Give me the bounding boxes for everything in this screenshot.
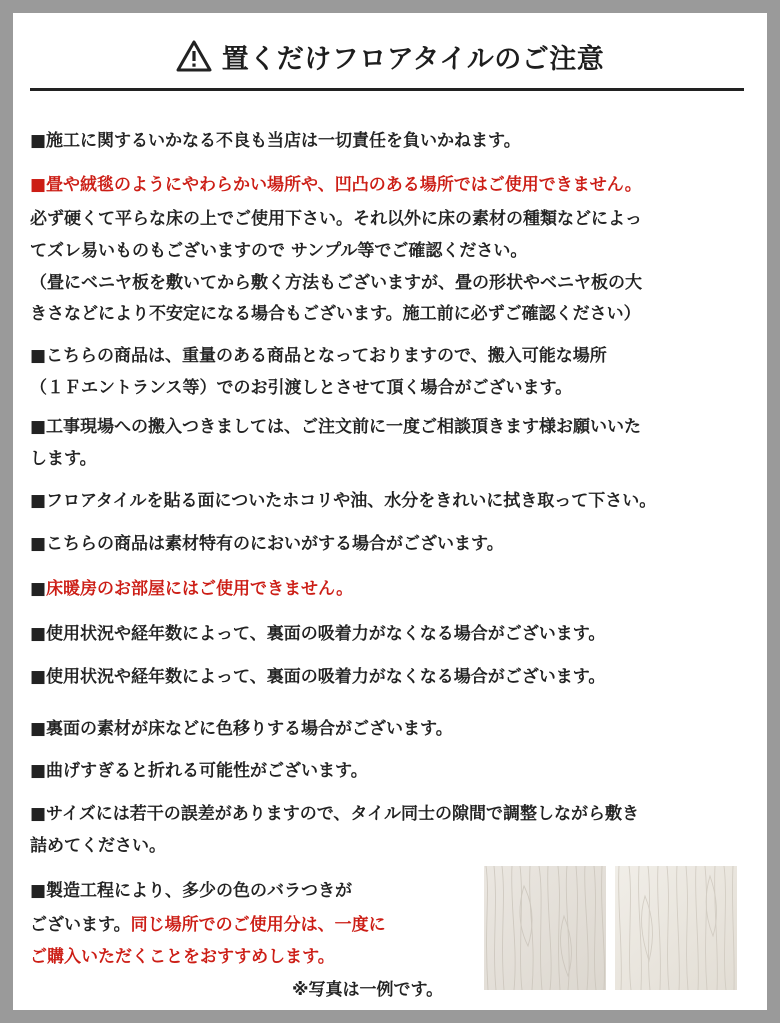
notice-item-13-line-2 [30,911,386,939]
notice-item-9: ■使用状況や経年数によって、裏面の吸着力がなくなる場合がございます。 [30,667,606,687]
wood-sample-photo-2 [615,866,737,990]
notice-item-13-line-3: ご購入いただくことをおすすめします。 [30,947,335,967]
notice-item-2-line-2: 必ず硬くて平らな床の上でご使用下さい。それ以外に床の素材の種類などによっ [30,209,642,229]
notice-item-4-line-2: します。 [30,449,97,469]
notice-item-4-line-1: ■工事現場への搬入つきましては、ご注文前に一度ご相談頂きます様お願いいた [30,417,642,437]
notice-item-5: ■フロアタイルを貼る面についたホコリや油、水分をきれいに拭き取って下さい。 [30,491,657,511]
page-header [13,31,767,81]
notice-item-8: ■使用状況や経年数によって、裏面の吸着力がなくなる場合がございます。 [30,624,606,644]
notice-item-2-line-1: ■畳や絨毯のようにやわらかい場所や、凹凸のある場所ではご使用できません。 [30,175,642,195]
notice-item-13-line-1: ■製造工程により、多少の色のバラつきが [30,881,353,901]
notice-item-13-line-2-red: 同じ場所でのご使用分は、一度に [130,915,386,935]
notice-item-11: ■曲げすぎると折れる可能性がございます。 [30,761,368,781]
warning-triangle-icon [176,40,212,72]
notice-item-13-line-2-text: ございます。 [30,915,131,935]
notice-item-7 [30,575,353,603]
notice-item-12-line-1: ■サイズには若干の誤差がありますので、タイル同士の隙間で調整しながら敷き [30,804,640,824]
notice-item-7-text: 床暖房のお部屋にはご使用できません。 [46,579,354,599]
title-divider [30,88,744,91]
notice-item-3-line-2: （１Ｆエントランス等）でのお引渡しとさせて頂く場合がございます。 [30,378,573,398]
page-title: 置くだけフロアタイルのご注意 [221,43,605,75]
notice-item-6: ■こちらの商品は素材特有のにおいがする場合がございます。 [30,534,504,554]
notice-item-3-line-1: ■こちらの商品は、重量のある商品となっておりますので、搬入可能な場所 [30,346,607,366]
notice-content [13,13,767,1010]
notice-item-2-line-5: きさなどにより不安定になる場合もございます。施工前に必ずご確認ください） [30,304,641,324]
notice-item-7-mark: ■ [30,579,47,599]
notice-item-10: ■裏面の素材が床などに色移りする場合がございます。 [30,719,453,739]
notice-item-12-line-2: 詰めてください。 [30,836,166,856]
notice-item-2-line-3: てズレ易いものもございますので サンプル等でご確認ください。 [30,241,528,261]
wood-sample-photo-1 [484,866,606,990]
photo-caption: ※写真は一例です。 [292,980,444,1000]
notice-item-1: ■施工に関するいかなる不良も当店は一切責任を負いかねます。 [30,131,521,151]
notice-item-2-line-4: （畳にベニヤ板を敷いてから敷く方法もございますが、畳の形状やベニヤ板の大 [30,273,642,293]
